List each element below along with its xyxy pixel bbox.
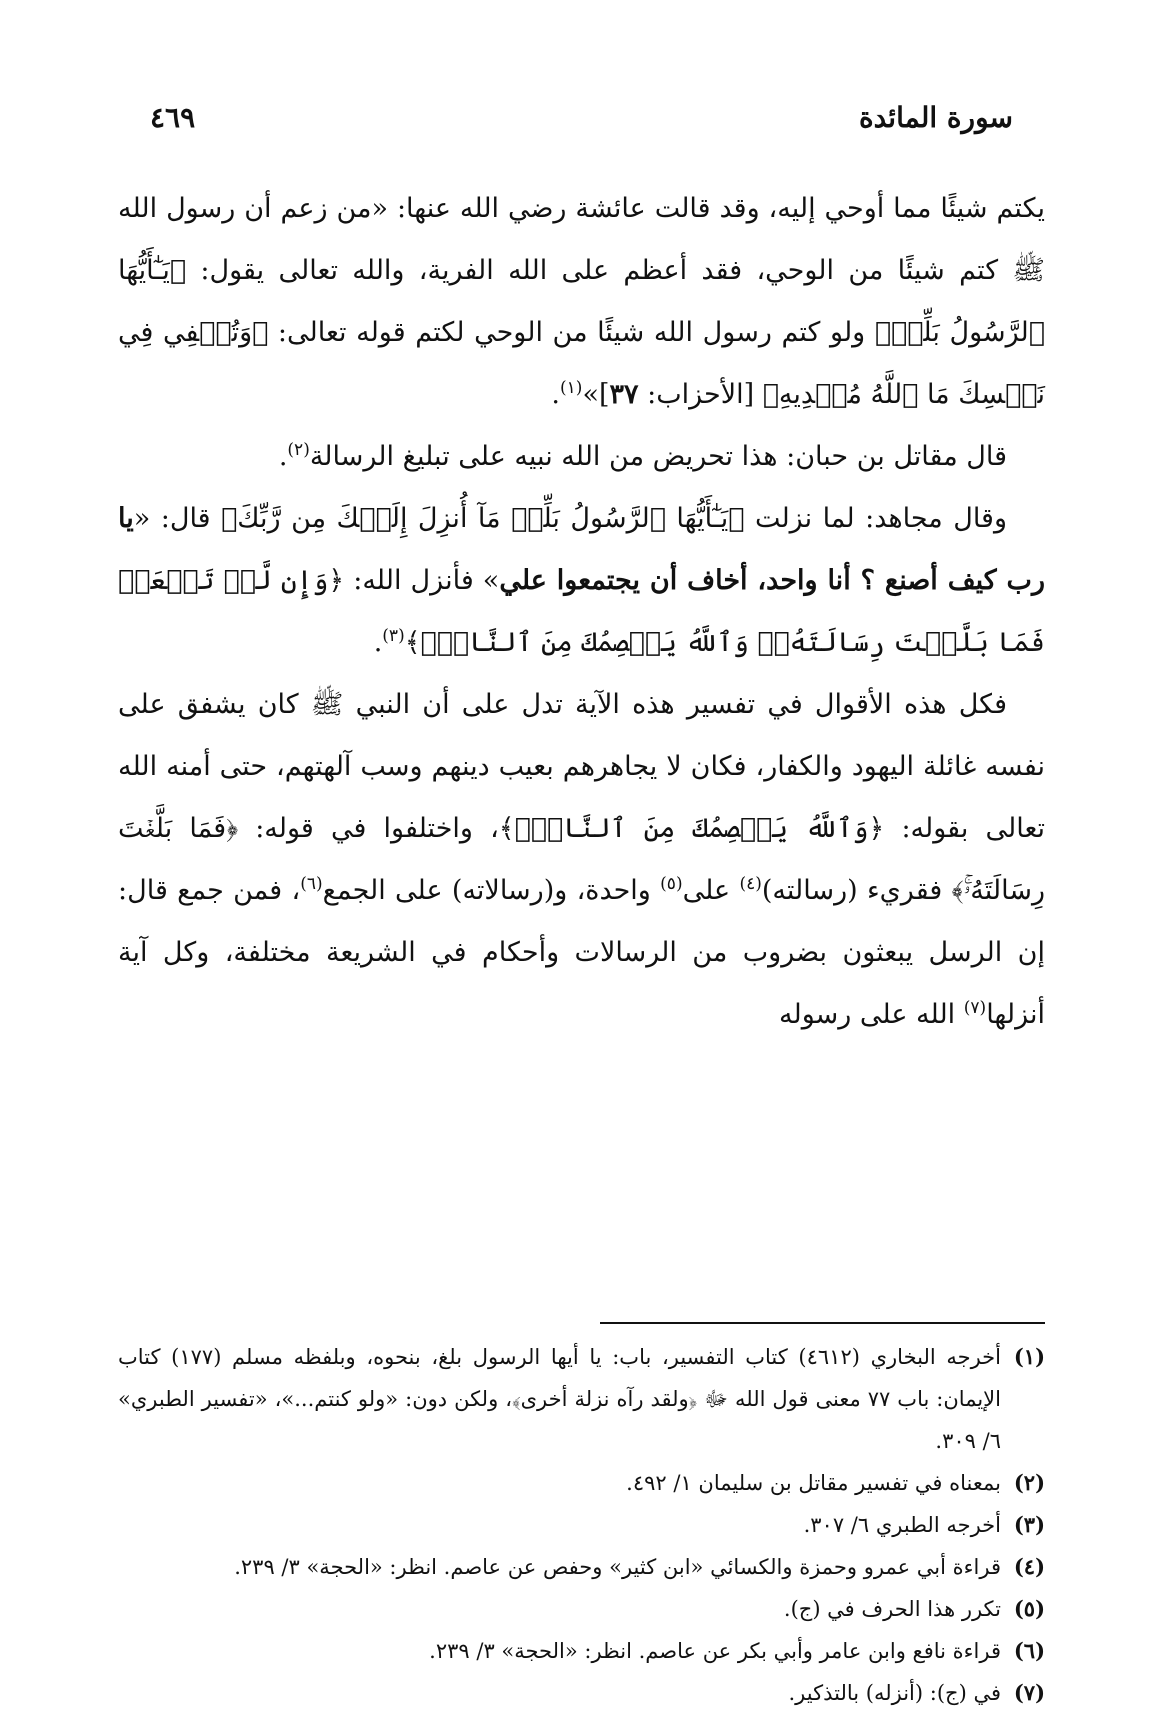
footnote	[118, 1588, 1045, 1630]
text-run: ولو كتم رسول الله شيئًا من الوحي لكتم قوله تعالى:	[268, 317, 875, 348]
footnote	[118, 1336, 1045, 1462]
bold-run: ٣٧	[609, 379, 639, 410]
footnote-text: بمعناه في تفسير مقاتل بن سليمان ١/ ٤٩٢.	[626, 1471, 1001, 1495]
footnote	[118, 1546, 1045, 1588]
bold-run: يا رب كيف أصنع ؟ أنا واحد، أخاف أن يجتمعوا علي	[118, 503, 1046, 596]
text-run: الله على رسوله	[779, 999, 964, 1030]
quran-verse: ﴿يَـٰٓأَيُّهَا ٱلرَّسُولُ بَلِّغۡ مَآ أُنزِلَ إِلَيۡكَ مِن رَّبِّكَ﴾	[221, 503, 745, 534]
footnote-ref: (٦)	[300, 874, 323, 894]
text-run: على	[682, 875, 740, 906]
footnote-number: (٤)	[1013, 1554, 1045, 1579]
text-run: وقال مجاهد: لما نزلت	[744, 503, 1007, 534]
running-header	[150, 92, 1013, 142]
main-text	[118, 178, 1045, 1046]
footnote-ref: (٧)	[963, 998, 987, 1018]
text-run: قال مقاتل بن حبان: هذا تحريض من الله نبيه على تبليغ الرسالة	[309, 441, 1007, 472]
footnote-ref: (٣)	[382, 626, 405, 646]
paragraph	[118, 674, 1045, 1046]
quran-verse: ﴿يَـٰٓأَيُّهَا ٱلرَّسُولُ بَلِّغۡ﴾	[118, 255, 1045, 348]
surah-title: سورة المائدة	[858, 100, 1013, 134]
page-number: ٤٦٩	[150, 100, 196, 134]
text-run: ]»	[582, 379, 610, 410]
footnote-text: أخرجه البخاري (٤٦١٢) كتاب التفسير، باب: يا أيها الرسول بلغ، بنحوه، وبلفظه مسلم (١٧٧) كتاب الإيمان: باب ٧٧ معنى قول الله ﷻ ﴿ولقد رآه نزلة أخرى﴾، ولكن دون: «ولو كنتم...»، «تفسير الطبري» ٦/ ٣٠٩.	[118, 1345, 1001, 1453]
text-run: ، فمن جمع قال: إن الرسل يبعثون بضروب من الرسالات وأحكام في الشريعة مختلفة، وكل آية أنزلها	[118, 875, 1045, 1030]
footnote-ref: (٥)	[660, 874, 683, 894]
text-run: » فأنزل الله:	[344, 565, 500, 596]
footnote-text: في (ج): (أنزله) بالتذكير.	[788, 1681, 1001, 1705]
quran-verse: ﴿وَتُخۡفِي فِي نَفۡسِكَ مَا ٱللَّهُ مُبۡدِيهِ﴾	[118, 317, 1045, 410]
text-run: واحدة، و(رسالاته) على الجمع	[322, 875, 661, 906]
text-run: قال: «	[133, 503, 222, 534]
footnote-text: تكرر هذا الحرف في (ج).	[783, 1597, 1001, 1621]
footnote-ref: (١)	[560, 378, 583, 398]
paragraph	[118, 178, 1045, 426]
text-run: .	[373, 627, 383, 658]
footnote-number: (٧)	[1013, 1680, 1045, 1705]
footnote-number: (١)	[1013, 1344, 1045, 1369]
text-run: [الأحزاب:	[638, 379, 763, 410]
footnote-number: (٦)	[1013, 1638, 1045, 1663]
text-run: .	[278, 441, 288, 472]
footnotes	[118, 1336, 1045, 1714]
paragraph	[118, 426, 1045, 488]
footnote	[118, 1630, 1045, 1672]
text-run: يكتم شيئًا مما أوحي إليه، وقد قالت عائشة رضي الله عنها: «من زعم أن رسول الله ﷺ كتم شيئًا من الوحي، فقد أعظم على الله الفرية، والله تعالى يقول:	[118, 193, 1045, 286]
text-run: فكل هذه الأقوال في تفسير هذه الآية تدل على أن النبي ﷺ كان يشفق على نفسه غائلة اليهود والكفار، فكان لا يجاهرهم بعيب دينهم وسب آلهتهم، حتى أمنه الله تعالى بقوله:	[118, 689, 1045, 844]
footnote	[118, 1672, 1045, 1714]
paragraph	[118, 488, 1045, 674]
footnote-text: قراءة أبي عمرو وحمزة والكسائي «ابن كثير» وحفص عن عاصم. انظر: «الحجة» ٣/ ٢٣٩.	[234, 1555, 1001, 1579]
footnote-separator	[600, 1322, 1045, 1324]
footnote	[118, 1462, 1045, 1504]
quran-verse: ﴿وَإِن لَّمۡ تَفۡعَلۡ فَمَا بَلَّغۡتَ رِسَالَتَهُۥۚ وَٱللَّهُ يَعۡصِمُكَ مِنَ ٱلنَّاسِۗ﴾	[118, 565, 1045, 658]
footnote-number: (٢)	[1013, 1470, 1045, 1495]
footnote-ref: (٢)	[287, 440, 310, 460]
quran-verse: ﴿فَمَا بَلَّغۡتَ رِسَالَتَهُۥۚ﴾	[118, 813, 1046, 906]
quran-verse: ﴿وَٱللَّهُ يَعۡصِمُكَ مِنَ ٱلنَّاسِۗ﴾	[498, 813, 885, 844]
footnote-number: (٣)	[1013, 1512, 1045, 1537]
footnote-text: قراءة نافع وابن عامر وأبي بكر عن عاصم. انظر: «الحجة» ٣/ ٢٣٩.	[429, 1639, 1001, 1663]
footnote-ref: (٤)	[739, 874, 762, 894]
footnote-text: أخرجه الطبري ٦/ ٣٠٧.	[803, 1513, 1001, 1537]
footnote	[118, 1504, 1045, 1546]
text-run: ، واختلفوا في قوله:	[238, 813, 499, 844]
text-run: فقريء (رسالته)	[761, 875, 952, 906]
text-run: .	[551, 379, 561, 410]
footnote-number: (٥)	[1013, 1596, 1045, 1621]
